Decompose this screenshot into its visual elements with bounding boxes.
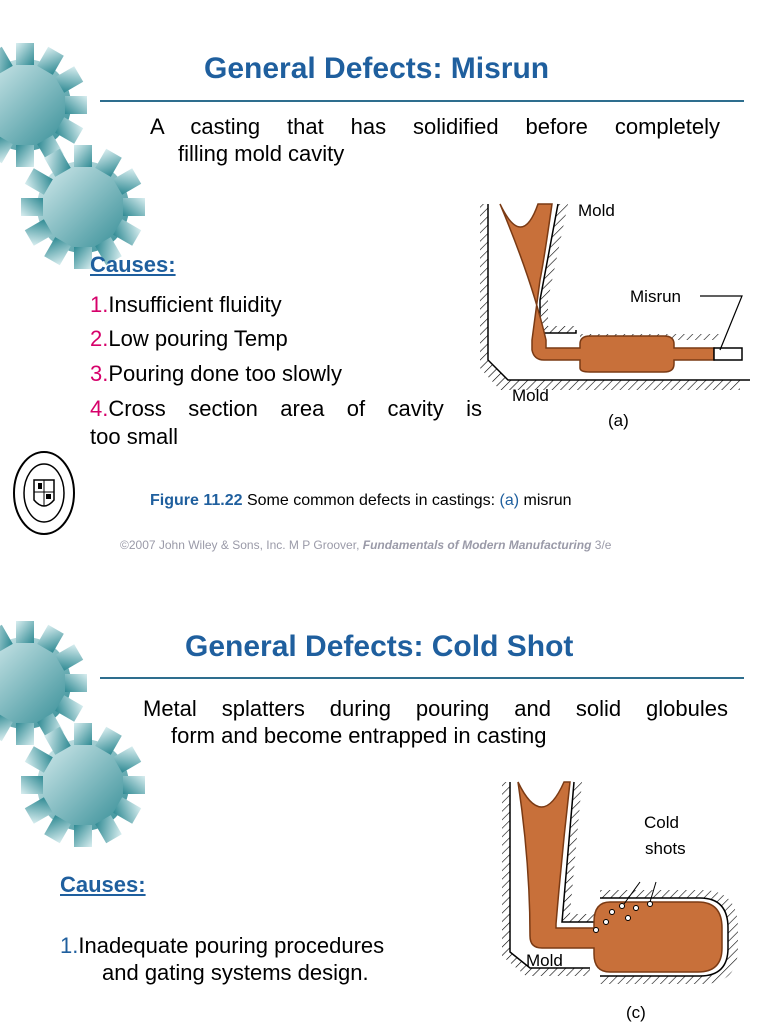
label-cold: Cold: [644, 813, 679, 832]
cause-item: [60, 932, 460, 986]
credit-prefix: ©2007 John Wiley & Sons, Inc. M P Groover,: [120, 538, 360, 552]
credit-book: Fundamentals of Modern Manufacturing: [362, 538, 592, 552]
definition-line-1: A casting that has solidified before completely: [150, 114, 720, 139]
label-sub-c: (c): [626, 1003, 646, 1022]
cause-number: 1.: [60, 933, 79, 958]
gear-icon: [18, 720, 148, 850]
label-sub-a: (a): [608, 411, 629, 430]
caption-tail: misrun: [523, 492, 572, 509]
cause-item: [90, 292, 282, 318]
definition-line-2: filling mold cavity: [178, 141, 345, 166]
cause-text: Low pouring Temp: [108, 326, 288, 351]
cause-text: Cross section area of cavity is: [108, 396, 482, 421]
caption-sub: (a): [499, 492, 520, 509]
definition-line-1: Metal splatters during pouring and solid globules: [143, 696, 728, 721]
cause-number: 4.: [90, 396, 109, 421]
cause-text: Insufficient fluidity: [108, 292, 282, 317]
credit-edition: 3/e: [594, 538, 612, 552]
label-misrun: Misrun: [630, 287, 682, 306]
label-mold-bottom: Mold: [512, 386, 549, 405]
definition-line-2: form and become entrapped in casting: [171, 723, 547, 748]
misrun-figure: [480, 190, 760, 440]
cold-shot-figure: [490, 772, 760, 1024]
caption-figure-number: Figure 11.22: [150, 492, 243, 509]
figure-caption: [150, 492, 572, 510]
slide-cold-shot: [0, 580, 768, 1024]
caption-text: Some common defects in castings:: [246, 492, 496, 509]
cause-text: Inadequate pouring procedures: [78, 933, 385, 958]
label-mold: Mold: [526, 951, 563, 970]
label-shots: shots: [645, 839, 686, 858]
cause-number: 1.: [90, 292, 109, 317]
institute-seal-icon: [12, 450, 76, 536]
slide-title: General Defects: Cold Shot: [185, 630, 574, 663]
definition-text: [150, 113, 720, 167]
cause-item: [90, 395, 482, 451]
title-divider: [100, 100, 744, 102]
slide-title: General Defects: Misrun: [204, 52, 550, 85]
causes-heading: Causes:: [90, 252, 176, 277]
cause-number: 2.: [90, 326, 109, 351]
cause-item: [90, 326, 288, 352]
cause-item: [90, 361, 342, 387]
title-divider: [100, 677, 744, 679]
causes-heading: Causes:: [60, 872, 146, 897]
label-mold-top: Mold: [578, 201, 615, 220]
cause-number: 3.: [90, 361, 109, 386]
cause-text-cont: too small: [90, 424, 179, 449]
cause-text: Pouring done too slowly: [108, 361, 342, 386]
definition-text: [143, 695, 728, 749]
cause-text-cont: and gating systems design.: [102, 960, 369, 985]
copyright-credit: [120, 538, 611, 552]
